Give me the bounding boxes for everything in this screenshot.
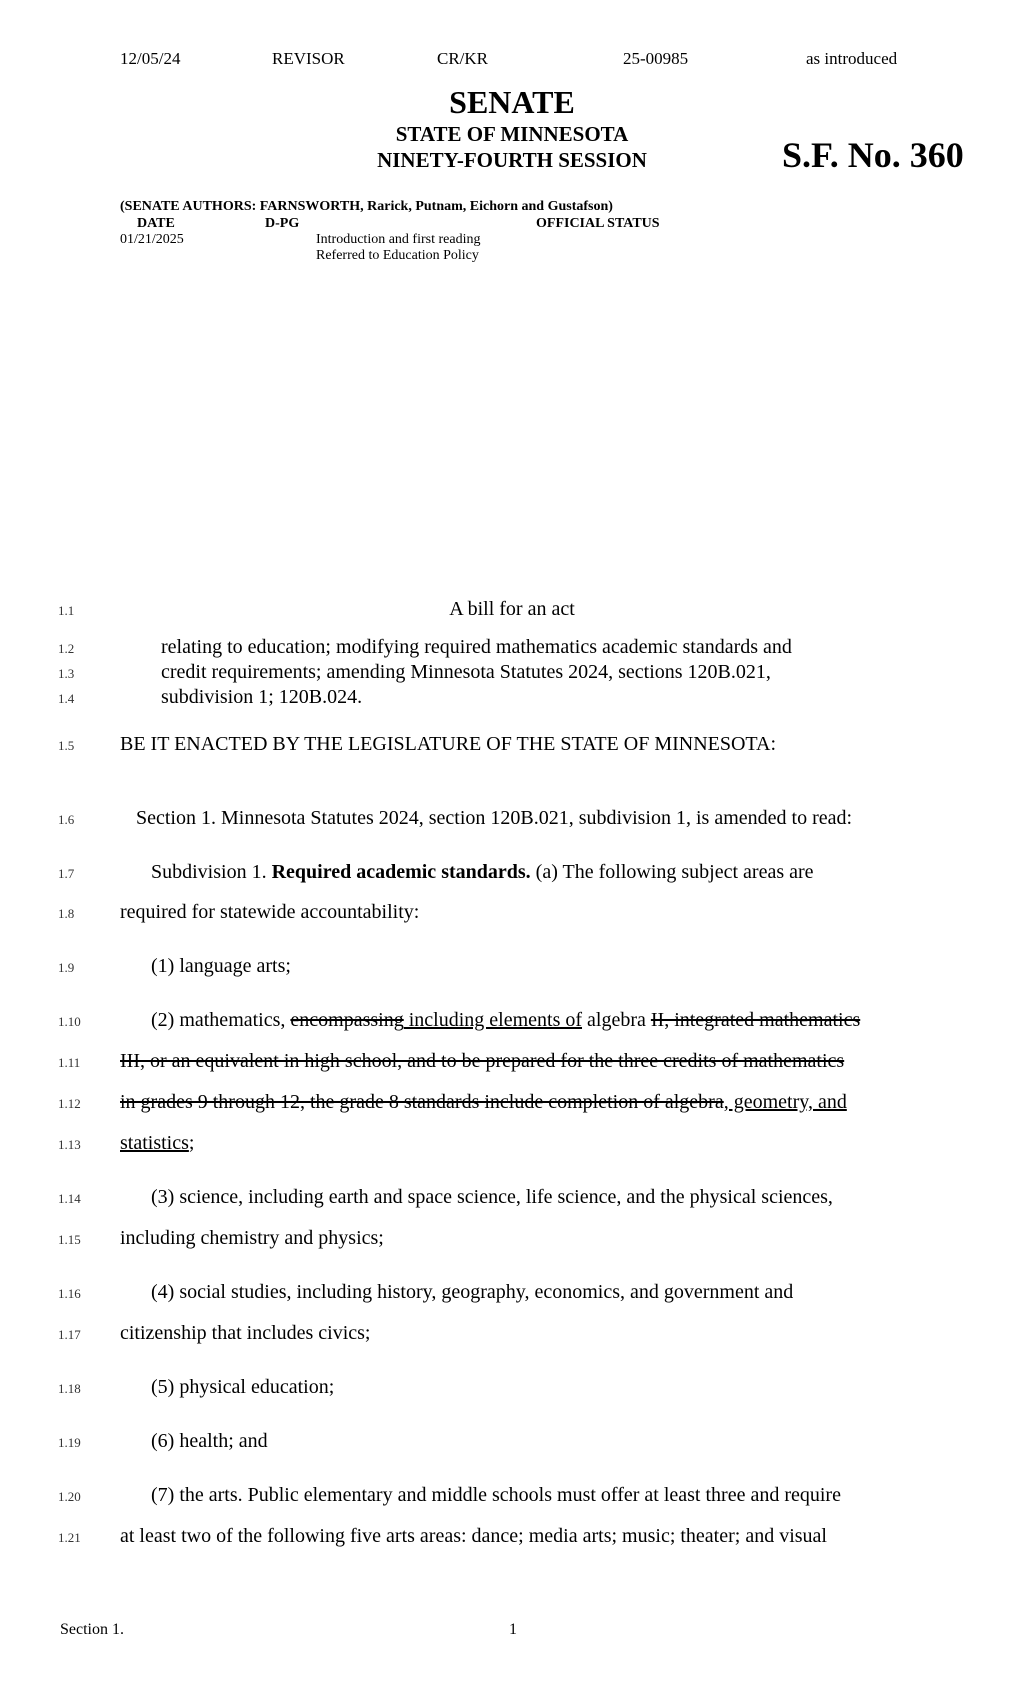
bill-title-line: credit requirements; amending Minnesota Statutes 2024, sections 120B.021, <box>161 661 771 683</box>
senate-authors: (SENATE AUTHORS: FARNSWORTH, Rarick, Putnam, Eichorn and Gustafson) <box>120 199 613 214</box>
page-number: 1 <box>509 1621 517 1638</box>
line-number: 1.16 <box>58 1286 81 1301</box>
section-heading: Section 1. Minnesota Statutes 2024, section 120B.021, subdivision 1, is amended to read: <box>136 807 853 829</box>
body-line-amended <box>120 1132 194 1155</box>
header-revisor: REVISOR <box>272 49 345 68</box>
line-number: 1.5 <box>58 738 75 753</box>
body-line: (1) language arts; <box>151 955 291 977</box>
enacting-clause: BE IT ENACTED BY THE LEGISLATURE OF THE STATE OF MINNESOTA: <box>120 733 777 755</box>
bill-title-line: relating to education; modifying required mathematics academic standards and <box>161 636 792 658</box>
line-number: 1.3 <box>58 666 75 681</box>
body-line-amended <box>151 1009 860 1032</box>
line-number: 1.11 <box>58 1055 81 1070</box>
line-number: 1.18 <box>58 1381 81 1396</box>
body-line-amended <box>120 1091 847 1114</box>
deleted-text: III, or an equivalent in high school, and to be prepared for the three credits of mathematics <box>120 1050 845 1072</box>
inserted-text: including elements of <box>403 1009 583 1031</box>
body-line: at least two of the following five arts areas: dance; media arts; music; theater; and visual <box>120 1525 827 1547</box>
header-initials: CR/KR <box>437 49 489 68</box>
body-line: (3) science, including earth and space science, life science, and the physical sciences, <box>151 1186 833 1208</box>
subdivision-label: Subdivision 1. <box>151 861 272 883</box>
line-number: 1.17 <box>58 1327 81 1342</box>
line-number: 1.9 <box>58 960 75 975</box>
inserted-text: , geometry, and <box>723 1091 847 1113</box>
body-line: (7) the arts. Public elementary and middle schools must offer at least three and require <box>151 1484 841 1506</box>
bill-title-line: subdivision 1; 120B.024. <box>161 686 363 708</box>
deleted-text: II, integrated mathematics <box>650 1009 861 1031</box>
body-line: (6) health; and <box>151 1430 268 1452</box>
inserted-text: statistics <box>120 1132 189 1154</box>
line-number: 1.7 <box>58 866 75 881</box>
line-number: 1.1 <box>58 603 75 618</box>
header-status: as introduced <box>806 49 898 68</box>
deleted-text: encompassing <box>290 1009 404 1031</box>
senate-title: SENATE <box>449 84 575 120</box>
body-line: required for statewide accountability: <box>120 901 420 923</box>
history-date-header: DATE <box>137 216 175 231</box>
state-title: STATE OF MINNESOTA <box>395 122 629 146</box>
line-number: 1.13 <box>58 1137 81 1152</box>
line-number: 1.4 <box>58 691 75 706</box>
subdivision-heading <box>151 861 814 884</box>
history-entry-action-1: Introduction and first reading <box>316 232 481 247</box>
subdivision-text: (a) The following subject areas are <box>530 861 814 883</box>
line-number: 1.20 <box>58 1489 81 1504</box>
line-number: 1.15 <box>58 1232 81 1247</box>
header-date: 12/05/24 <box>120 49 181 68</box>
history-entry-date: 01/21/2025 <box>120 232 184 247</box>
deleted-text: in grades 9 through 12, the grade 8 standards include completion of algebra <box>120 1091 724 1113</box>
session-title: NINETY-FOURTH SESSION <box>377 148 647 172</box>
body-line-amended <box>120 1050 844 1073</box>
line-number: 1.12 <box>58 1096 81 1111</box>
line-number: 1.8 <box>58 906 75 921</box>
line-number: 1.2 <box>58 641 75 656</box>
body-line: (5) physical education; <box>151 1376 335 1398</box>
header-doc-number: 25-00985 <box>623 49 689 68</box>
body-line: including chemistry and physics; <box>120 1227 384 1249</box>
history-status-header: OFFICIAL STATUS <box>536 216 660 231</box>
text-segment: ; <box>188 1132 195 1154</box>
bill-number: S.F. No. 360 <box>782 135 964 175</box>
text-segment: (2) mathematics, <box>151 1009 291 1031</box>
history-entry-action-2: Referred to Education Policy <box>316 248 479 263</box>
line-number: 1.10 <box>58 1014 81 1029</box>
line-number: 1.6 <box>58 812 75 827</box>
line-number: 1.14 <box>58 1191 81 1206</box>
line-number: 1.19 <box>58 1435 81 1450</box>
bill-heading: A bill for an act <box>449 598 575 620</box>
line-number: 1.21 <box>58 1530 81 1545</box>
footer-section: Section 1. <box>60 1621 124 1638</box>
text-segment: algebra <box>582 1009 651 1031</box>
body-line: citizenship that includes civics; <box>120 1322 371 1344</box>
history-dpg-header: D-PG <box>265 216 300 231</box>
subdivision-title: Required academic standards. <box>271 861 531 883</box>
body-line: (4) social studies, including history, geography, economics, and government and <box>151 1281 794 1303</box>
